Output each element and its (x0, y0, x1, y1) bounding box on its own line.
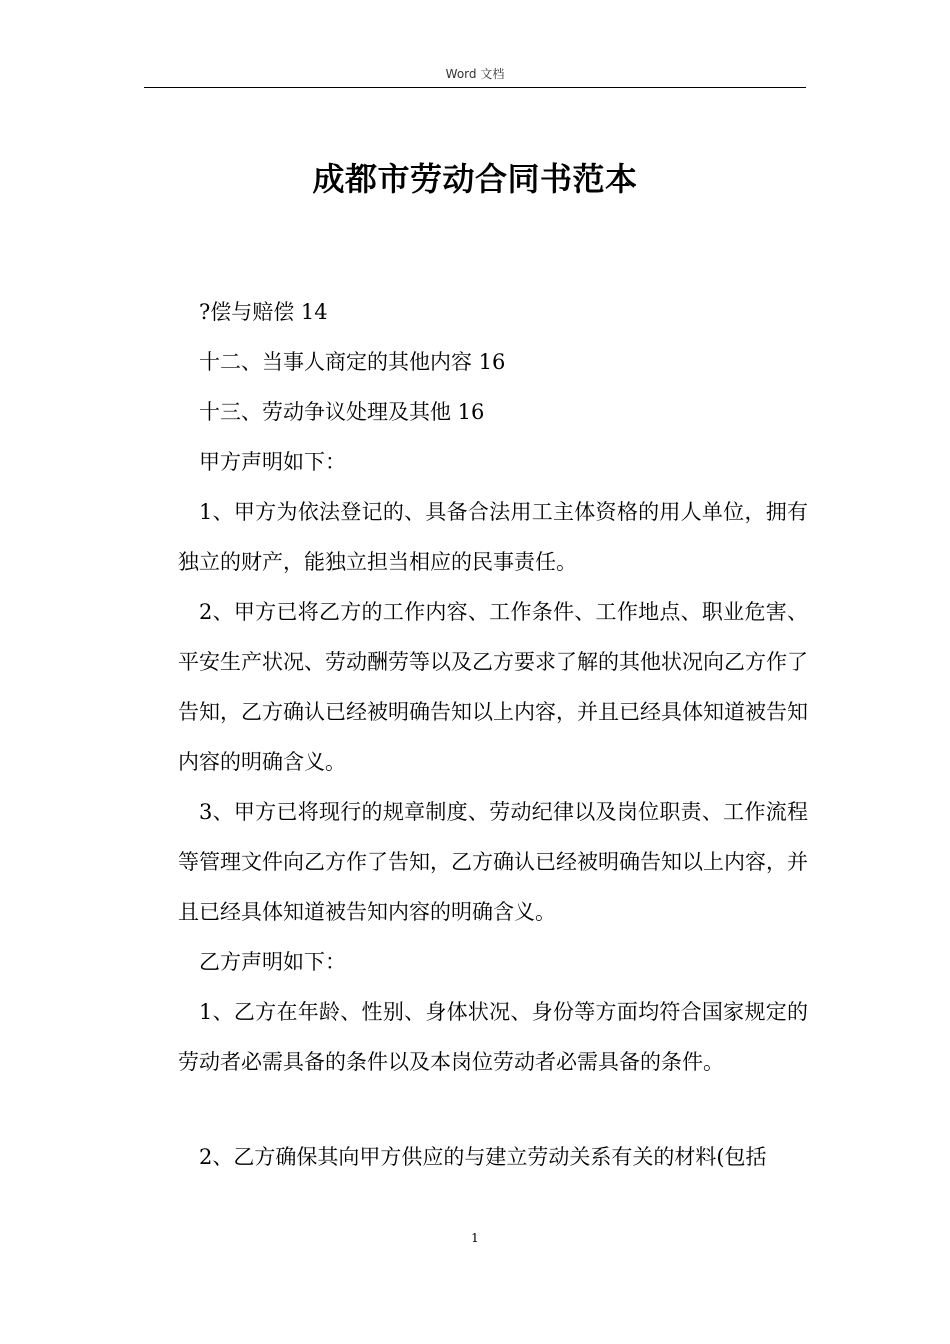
document-title: 成都市劳动合同书范本 (312, 160, 638, 198)
paragraph-section-12: 十二、当事人商定的其他内容 16 (199, 350, 506, 374)
page-number: 1 (471, 1231, 479, 1245)
page-header: Word 文档 (445, 67, 505, 81)
paragraph-party-a-item-3: 3、甲方已将现行的规章制度、劳动纪律以及岗位职责、工作流程等管理文件向乙方作了告知，乙方确认已经被明确告知以上内容，并且已经具体知道被告知内容的明确含义。 (178, 800, 808, 924)
header-divider (144, 87, 806, 88)
paragraph-party-a-item-1: 1、甲方为依法登记的、具备合法用工主体资格的用人单位，拥有独立的财产，能独立担当相应的民事责任。 (178, 500, 808, 574)
paragraph-compensation: ?偿与赔偿 14 (199, 300, 328, 324)
paragraph-party-b-item-1: 1、乙方在年龄、性别、身体状况、身份等方面均符合国家规定的劳动者必需具备的条件以及本岗位劳动者必需具备的条件。 (178, 1000, 808, 1074)
paragraph-party-b-heading: 乙方声明如下： (199, 950, 346, 974)
paragraph-party-a-item-2: 2、甲方已将乙方的工作内容、工作条件、工作地点、职业危害、平安生产状况、劳动酬劳等以及乙方要求了解的其他状况向乙方作了告知，乙方确认已经被明确告知以上内容，并且已经具体知道被告知内容的明确含义。 (178, 600, 808, 774)
paragraph-party-a-heading: 甲方声明如下： (199, 450, 346, 474)
paragraph-party-b-item-2: 2、乙方确保其向甲方供应的与建立劳动关系有关的材料(包括 (199, 1145, 767, 1169)
document-body (178, 287, 808, 1182)
paragraph-section-13: 十三、劳动争议处理及其他 16 (199, 400, 485, 424)
